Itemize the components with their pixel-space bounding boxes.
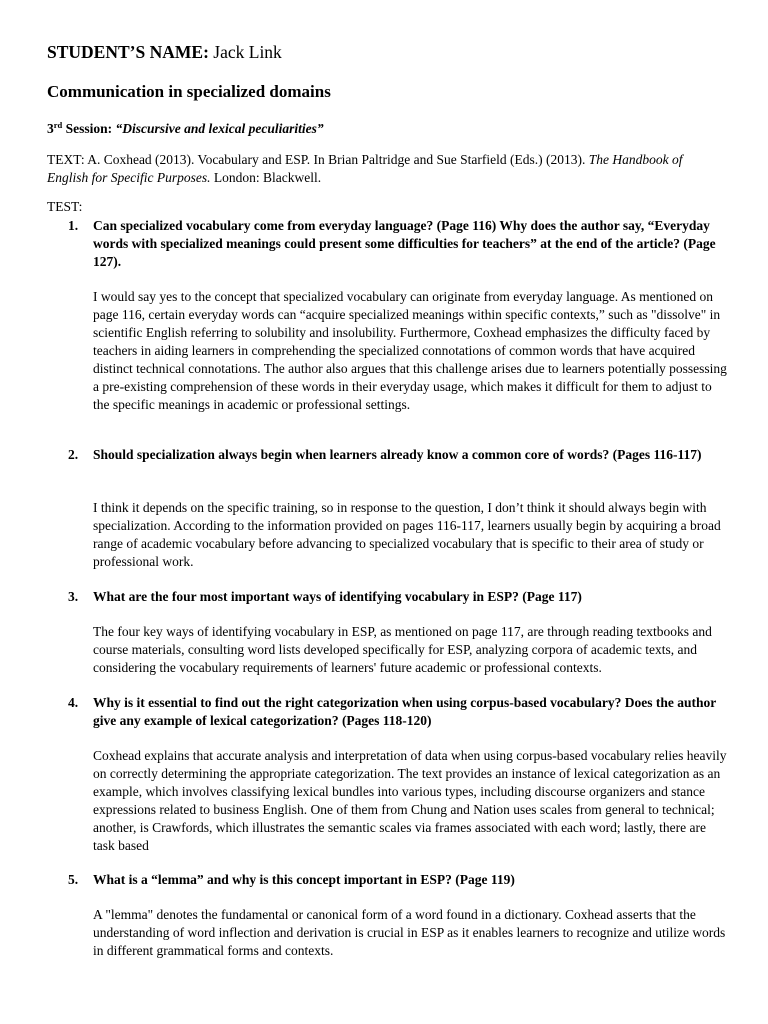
answer-1: I would say yes to the concept that specialized vocabulary can originate from everyday language. As mentioned on page 116, certain everyday words can “acquire specialized meanings within specific contexts,” such as "dissolve" in scientific English referring to solubility and insolubility. Furthermore, Coxhead emphasizes the difficulty faced by teachers in aiding learners in comprehending the specialized connotations of common words that have acquired distinct technical connotations. The author also argues that this challenge arises due to learners potentially possessing a pre-existing comprehension of these words in their everyday usage, which makes it difficult for them to adjust to the specific meanings in academic or professional settings. [93, 289, 727, 412]
answer-5: A "lemma" denotes the fundamental or canonical form of a word found in a dictionary. Coxhead asserts that the understanding of word inflection and derivation is crucial in ESP as it enables learners to recognize and utilize words in different grammatical forms and contexts. [93, 907, 726, 958]
question-4 [47, 694, 727, 730]
question-text: Can specialized vocabulary come from everyday language? (Page 116) Why does the author say, “Everyday words with specialized meanings could present some difficulties for teachers” at the end of the article? (Page 127). [93, 218, 716, 269]
session-label: Session: [62, 121, 116, 136]
student-name-label: STUDENT’S NAME: [47, 42, 209, 62]
question-5 [47, 871, 727, 889]
question-3 [47, 588, 727, 606]
test-label: TEST: [47, 199, 83, 214]
question-text: Why is it essential to find out the right categorization when using corpus-based vocabulary? Does the author give any example of lexical categorization? (Pages 118-120) [93, 695, 717, 728]
session-heading [47, 121, 324, 137]
text-reference-prefix: TEXT: A. Coxhead (2013). Vocabulary and ESP. In Brian Paltridge and Sue Starfield (Eds.) (2013). [47, 152, 589, 167]
question-number: 1. [68, 218, 79, 233]
session-title: “Discursive and lexical peculiarities” [115, 121, 324, 136]
question-number: 3. [68, 589, 79, 604]
text-reference [47, 151, 727, 187]
course-title: Communication in specialized domains [47, 82, 331, 101]
question-text: Should specialization always begin when learners already know a common core of words? (Pages 116-117) [93, 447, 702, 462]
answer-4: Coxhead explains that accurate analysis and interpretation of data when using corpus-based vocabulary relies heavily on correctly determining the appropriate categorization. The text provides an instance of lexical categorization as an example, which involves classifying lexical bundles into various types, including discourse organizers and stance expressions related to business English. One of them from Chung and Nation uses scales from general to technical; another, is Crawfords, which illustrates the semantic scales via frames associated with each word; lastly, there are task based [93, 748, 727, 853]
question-2 [47, 446, 727, 464]
question-number: 4. [68, 695, 79, 710]
answer-3: The four key ways of identifying vocabulary in ESP, as mentioned on page 117, are through reading textbooks and course materials, consulting word lists developed specifically for ESP, analyzing corpora of academic texts, and considering the vocabulary requirements of learners' future academic or professional contexts. [93, 624, 712, 675]
answer-2: I think it depends on the specific training, so in response to the question, I don’t think it should always begin with specialization. According to the information provided on pages 116-117, learners usually begin by acquiring a broad range of academic vocabulary before advancing to specialized vocabulary that is specific to their area of study or professional work. [93, 500, 721, 569]
question-number: 2. [68, 447, 79, 462]
question-1 [47, 217, 727, 271]
student-name: Jack Link [208, 42, 282, 62]
student-name-line [47, 42, 282, 63]
question-text: What are the four most important ways of identifying vocabulary in ESP? (Page 117) [93, 589, 582, 604]
question-number: 5. [68, 872, 79, 887]
session-number: 3 [47, 121, 54, 136]
question-text: What is a “lemma” and why is this concept important in ESP? (Page 119) [93, 872, 515, 887]
text-reference-suffix: London: Blackwell. [210, 170, 322, 185]
book-title: The Handbook of English for Specific Purposes. [47, 152, 683, 185]
session-ordinal-suffix: rd [53, 120, 63, 130]
